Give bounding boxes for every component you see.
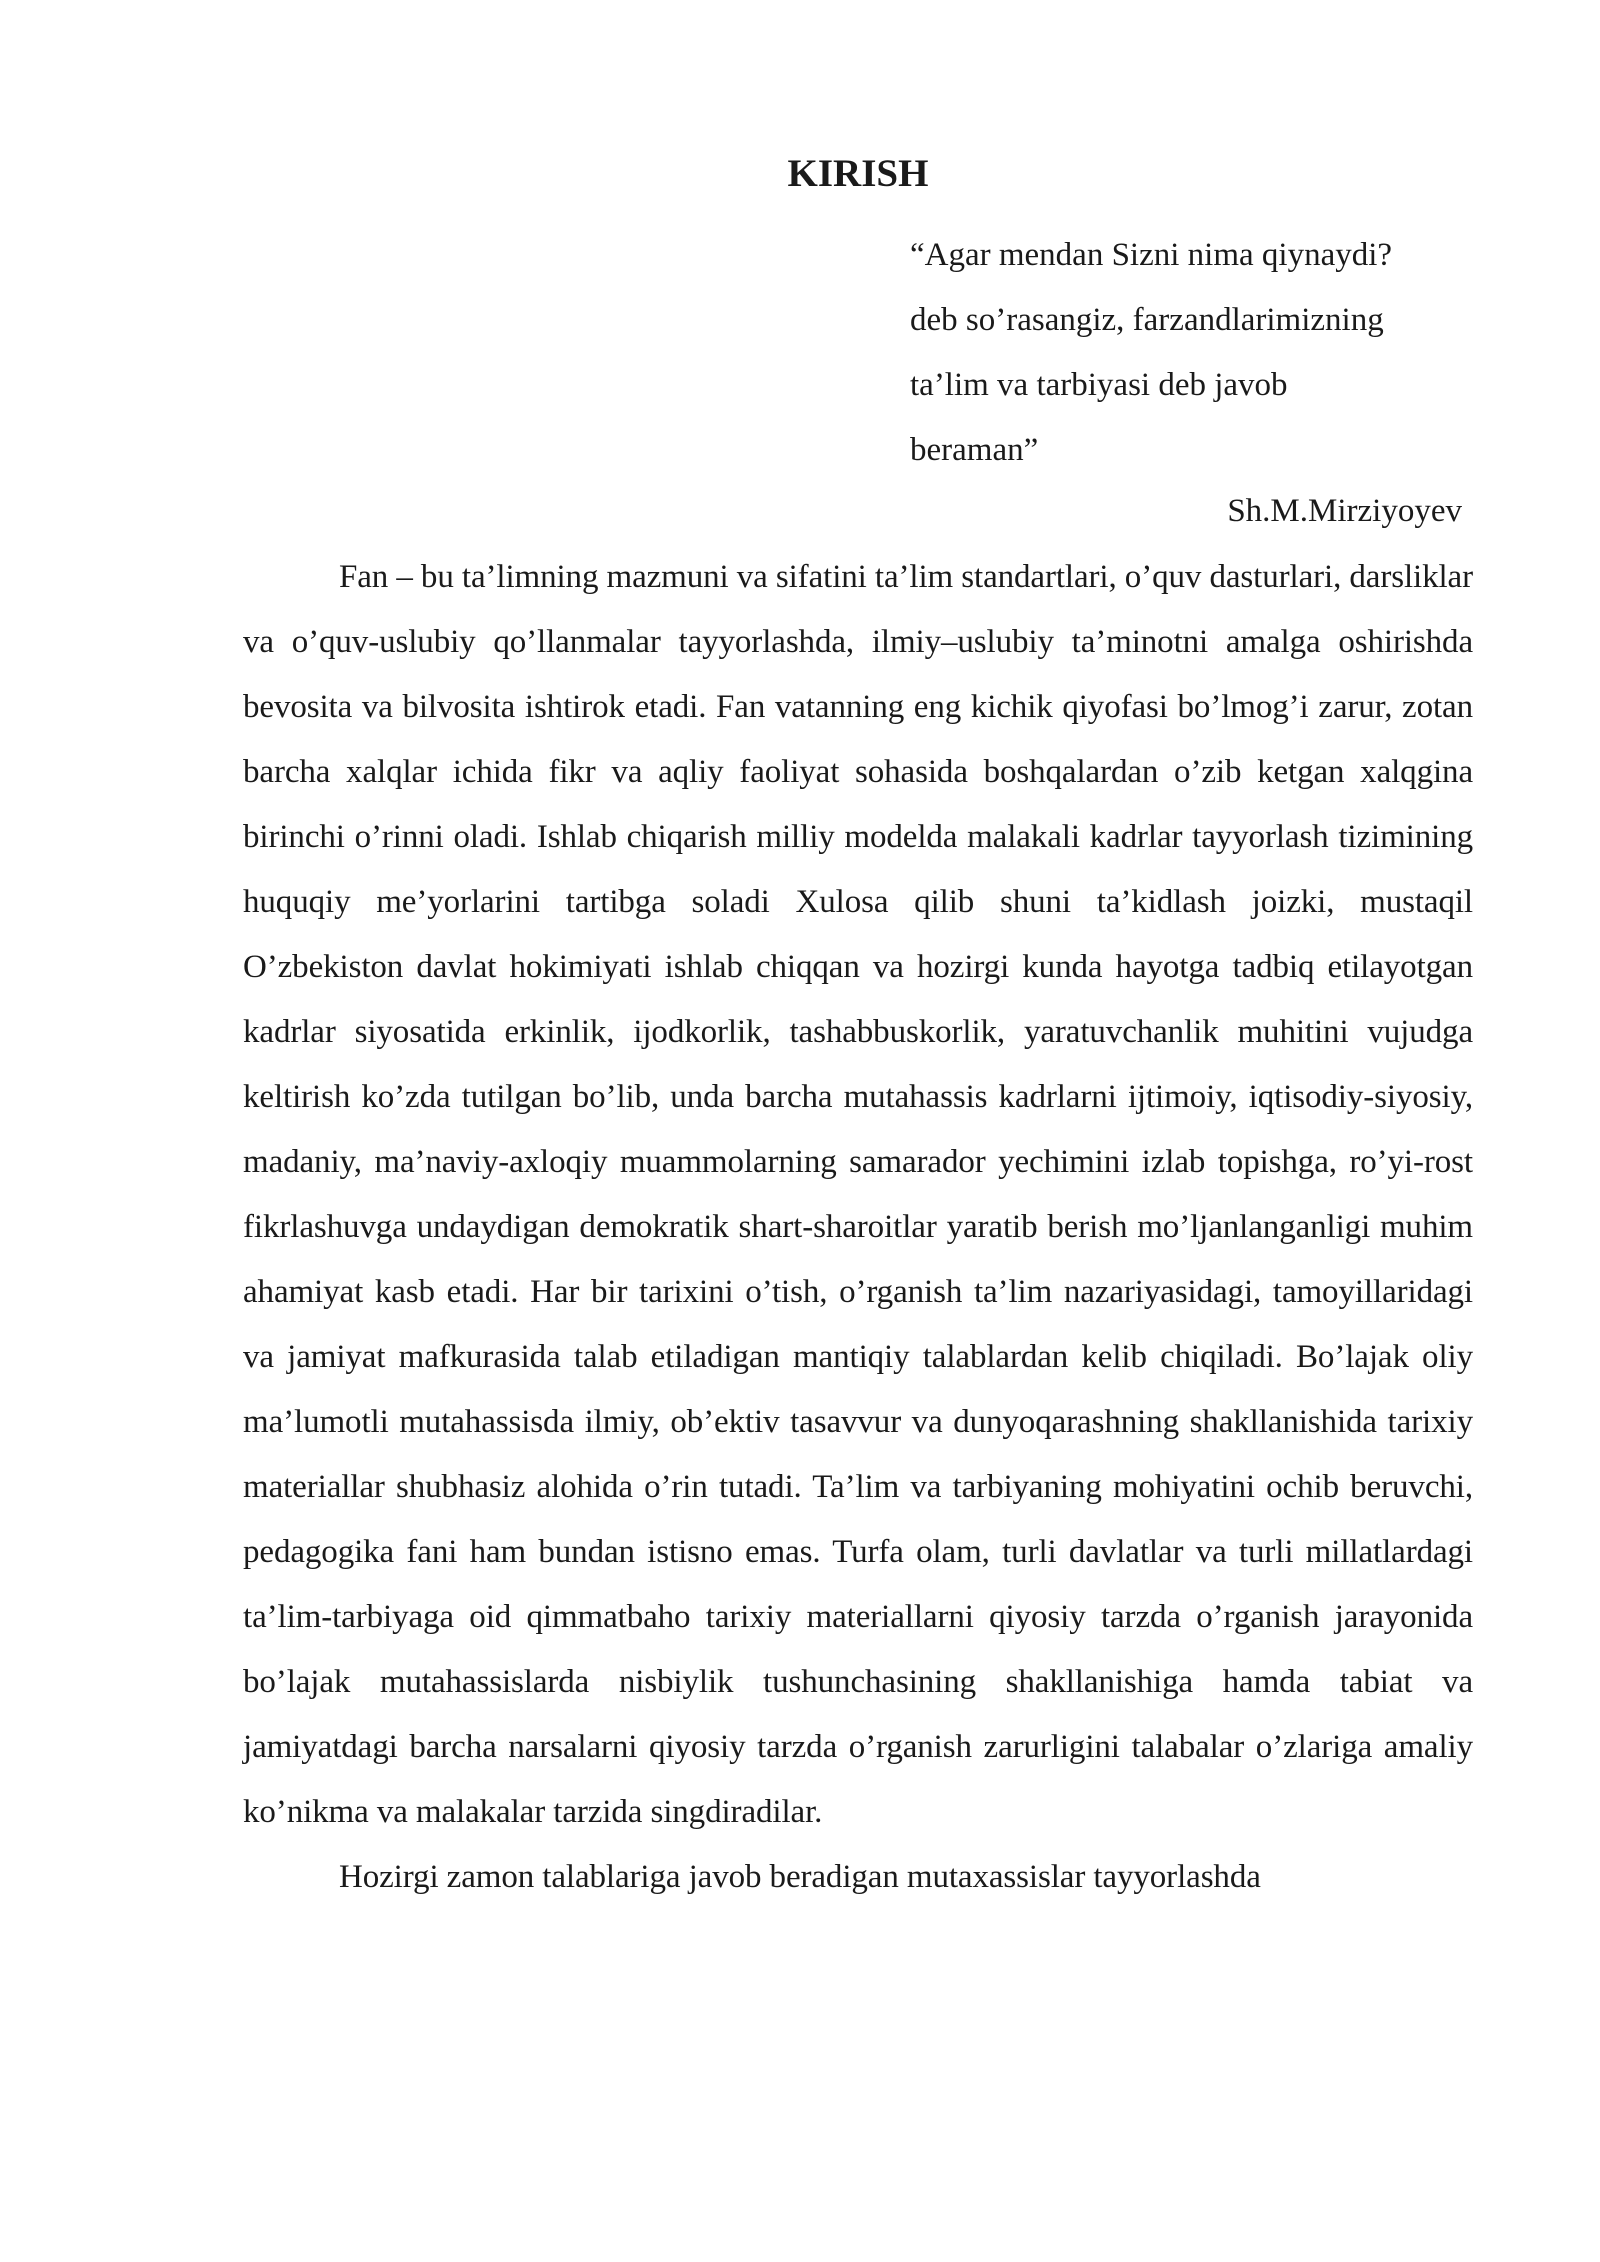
paragraph: Fan – bu ta’limning mazmuni va sifatini ta’lim standartlari, o’quv dasturlari, darsliklar va o’quv-uslubiy qo’llanmalar tayyorlashda, ilmiy–uslubiy ta’minotni amalga oshirishda bevosita va bilvosita ishtirok etadi. Fan vatanning eng kichik qiyofasi bo’lmog’i zarur, zotan barcha xalqlar ichida fikr va aqliy faoliyat sohasida boshqalardan o’zib ketgan xalqgina birinchi o’rinni oladi. Ishlab chiqarish milliy modelda malakali kadrlar tayyorlash tizimining huquqiy me’yorlarini tartibga soladi Xulosa qilib shuni ta’kidlash joizki, mustaqil O’zbekiston davlat hokimiyati ishlab chiqqan va hozirgi kunda hayotga tadbiq etilayotgan kadrlar siyosatida erkinlik, ijodkorlik, tashabbuskorlik, yaratuvchanlik muhitini vujudga keltirish ko’zda tutilgan bo’lib, unda barcha mutahassis kadrlarni ijtimoiy, iqtisodiy-siyosiy, madaniy, ma’naviy-axloqiy muammolarning samarador yechimini izlab topishga, ro’yi-rost fikrlashuvga undaydigan demokratik shart-sharoitlar yaratib berish mo’ljanlanganligi muhim ahamiyat kasb etadi. Har bir tarixini o’tish, o’rganish ta’lim nazariyasidagi, tamoyillaridagi va jamiyat mafkurasida talab etiladigan mantiqiy talablardan kelib chiqiladi. Bo’lajak oliy ma’lumotli mutahassisda ilmiy, ob’ektiv tasavvur va dunyoqarashning shakllanishida tarixiy materiallar shubhasiz alohida o’rin tutadi. Ta’lim va tarbiyaning mohiyatini ochib beruvchi, pedagogika fani ham bundan istisno emas. Turfa olam, turli davlatlar va turli millatlardagi ta’lim-tarbiyaga oid qimmatbaho tarixiy materiallarni qiyosiy tarzda o’rganish jarayonida bo’lajak mutahassislarda nisbiylik tushunchasining shakllanishiga hamda tabiat va jamiyatdagi barcha narsalarni qiyosiy tarzda o’rganish zarurligini talabalar o’zlariga amaliy ko’nikma va malakalar tarzida singdiradilar.	[243, 559, 1473, 1830]
epigraph-line: ta’lim va tarbiyasi deb javob	[910, 367, 1288, 403]
page-title: KIRISH	[787, 152, 929, 195]
paragraph: Hozirgi zamon talablariga javob beradigan mutaxassislar tayyorlashda	[339, 1859, 1261, 1895]
epigraph-author: Sh.M.Mirziyoyev	[1227, 493, 1462, 529]
epigraph-line: deb so’rasangiz, farzandlarimizning	[910, 302, 1384, 338]
body-text	[243, 545, 1473, 1910]
epigraph	[910, 223, 1470, 483]
epigraph-line: “Agar mendan Sizni nima qiynaydi?	[910, 237, 1393, 273]
epigraph-line: beraman”	[910, 432, 1039, 468]
